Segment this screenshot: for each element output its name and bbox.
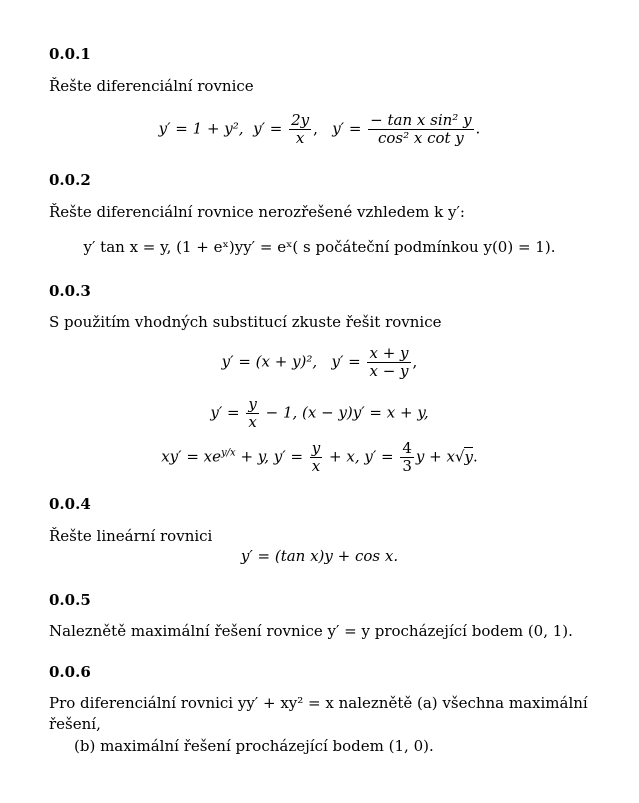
- section-number-1: 0.0.1: [49, 45, 91, 63]
- equation-1: y′ = 1 + y², y′ = $\frac{2y}{x}$ , y′ = $\frac{\text{− tan x sin² y}}{\text{cos² x cot y}}$ .: [158, 111, 481, 147]
- section-intro-4: Řešte lineární rovnici: [49, 527, 213, 545]
- eq1-part-c-left: y′ =: [332, 119, 367, 138]
- section-number-6: 0.0.6: [49, 663, 91, 681]
- eq2-text: y′ tan x = y, (1 + eˣ)yy′ = eˣ( s počáteční podmínkou y(0) = 1).: [83, 238, 556, 256]
- eq1-fraction-b-num: 2y: [291, 111, 310, 129]
- eq3-row3-fraction-c: [400, 440, 414, 475]
- eq1-fraction-b-den: x: [295, 129, 305, 147]
- eq3-row2-fraction: [246, 396, 258, 431]
- eq3-row3-fraction-b-num: y: [311, 439, 321, 457]
- eq3-row2-fraction-num: y: [248, 395, 257, 413]
- equation-4: [0, 547, 639, 565]
- eq4-text: y′ = (tan x)y + cos x.: [240, 547, 399, 565]
- section-intro-6-line-3: (b) maximální řešení procházející bodem (1, 0).: [74, 737, 434, 755]
- equation-3-row-1: y′ = (x + y)², y′ = $\frac{x + y}{x - y}$ ,: [221, 344, 418, 380]
- section-intro-6: Pro diferenciální rovnici yy′ + xy² = x naleznětě (a) všechna maximální: [49, 694, 588, 712]
- eq3-row1-fraction: [367, 345, 410, 380]
- eq1-part-a: y′ = 1 + y²,: [158, 119, 249, 138]
- eq1-fraction-c-den: cos² x cot y: [377, 129, 464, 147]
- section-number-5: 0.0.5: [49, 591, 91, 609]
- section-intro-2: Řešte diferenciální rovnice nerozřešené vzhledem k y′:: [49, 203, 465, 221]
- eq3-row1-a: y′ = (x + y)²,: [221, 352, 322, 371]
- eq3-row3-fraction-b-den: x: [311, 457, 321, 475]
- eq3-row1-b-left: y′ =: [331, 352, 366, 371]
- eq3-row3-c-rest: y + x: [415, 447, 455, 466]
- eq3-row3-fraction-c-den: 3: [402, 457, 412, 475]
- eq3-row3-fraction-b: [310, 440, 322, 475]
- eq3-row3-a: xy′ = xe: [161, 447, 221, 466]
- eq1-fraction-c-num: − tan x sin² y: [370, 111, 472, 129]
- section-number-2: 0.0.2: [49, 171, 91, 189]
- eq3-row2-fraction-den: x: [248, 413, 257, 431]
- section-intro-5: Naleznětě maximální řešení rovnice y′ = y procházející bodem (0, 1).: [49, 622, 573, 640]
- eq1-fraction-b: [289, 112, 311, 147]
- eq3-row3-sqrt: y: [464, 447, 473, 466]
- equation-3-row-3: $xy' = xe^{y/x} + y$, y′ = $\frac{y}{x}$ + x, y′ = $\frac{4}{3}$ y + x√y.: [161, 439, 478, 475]
- section-number-4: 0.0.4: [49, 495, 91, 513]
- section-intro-6-line-2: řešení,: [49, 715, 101, 733]
- eq3-row3-a-rest: + y, y′ =: [235, 447, 308, 466]
- eq3-row3-fraction-c-num: 4: [402, 439, 412, 457]
- eq1-fraction-c: [368, 112, 473, 147]
- section-number-3: 0.0.3: [49, 282, 91, 300]
- eq3-row3-exponent: y/x: [221, 447, 236, 459]
- section-intro-1: Řešte diferenciální rovnice: [49, 77, 254, 95]
- section-intro-3: S použitím vhodných substitucí zkuste řešit rovnice: [49, 313, 442, 331]
- eq3-row1-fraction-num: x + y: [369, 344, 409, 362]
- equation-3-row-2: [0, 396, 639, 431]
- eq3-row2-right: − 1, (x − y)y′ = x + y,: [260, 403, 429, 422]
- eq1-part-b-left: y′ =: [253, 119, 288, 138]
- eq3-row3-b-rest: + x, y′ =: [324, 447, 399, 466]
- equation-2: [0, 238, 639, 256]
- eq3-row2-left: y′ =: [210, 403, 245, 422]
- eq3-row1-fraction-den: x − y: [369, 362, 409, 380]
